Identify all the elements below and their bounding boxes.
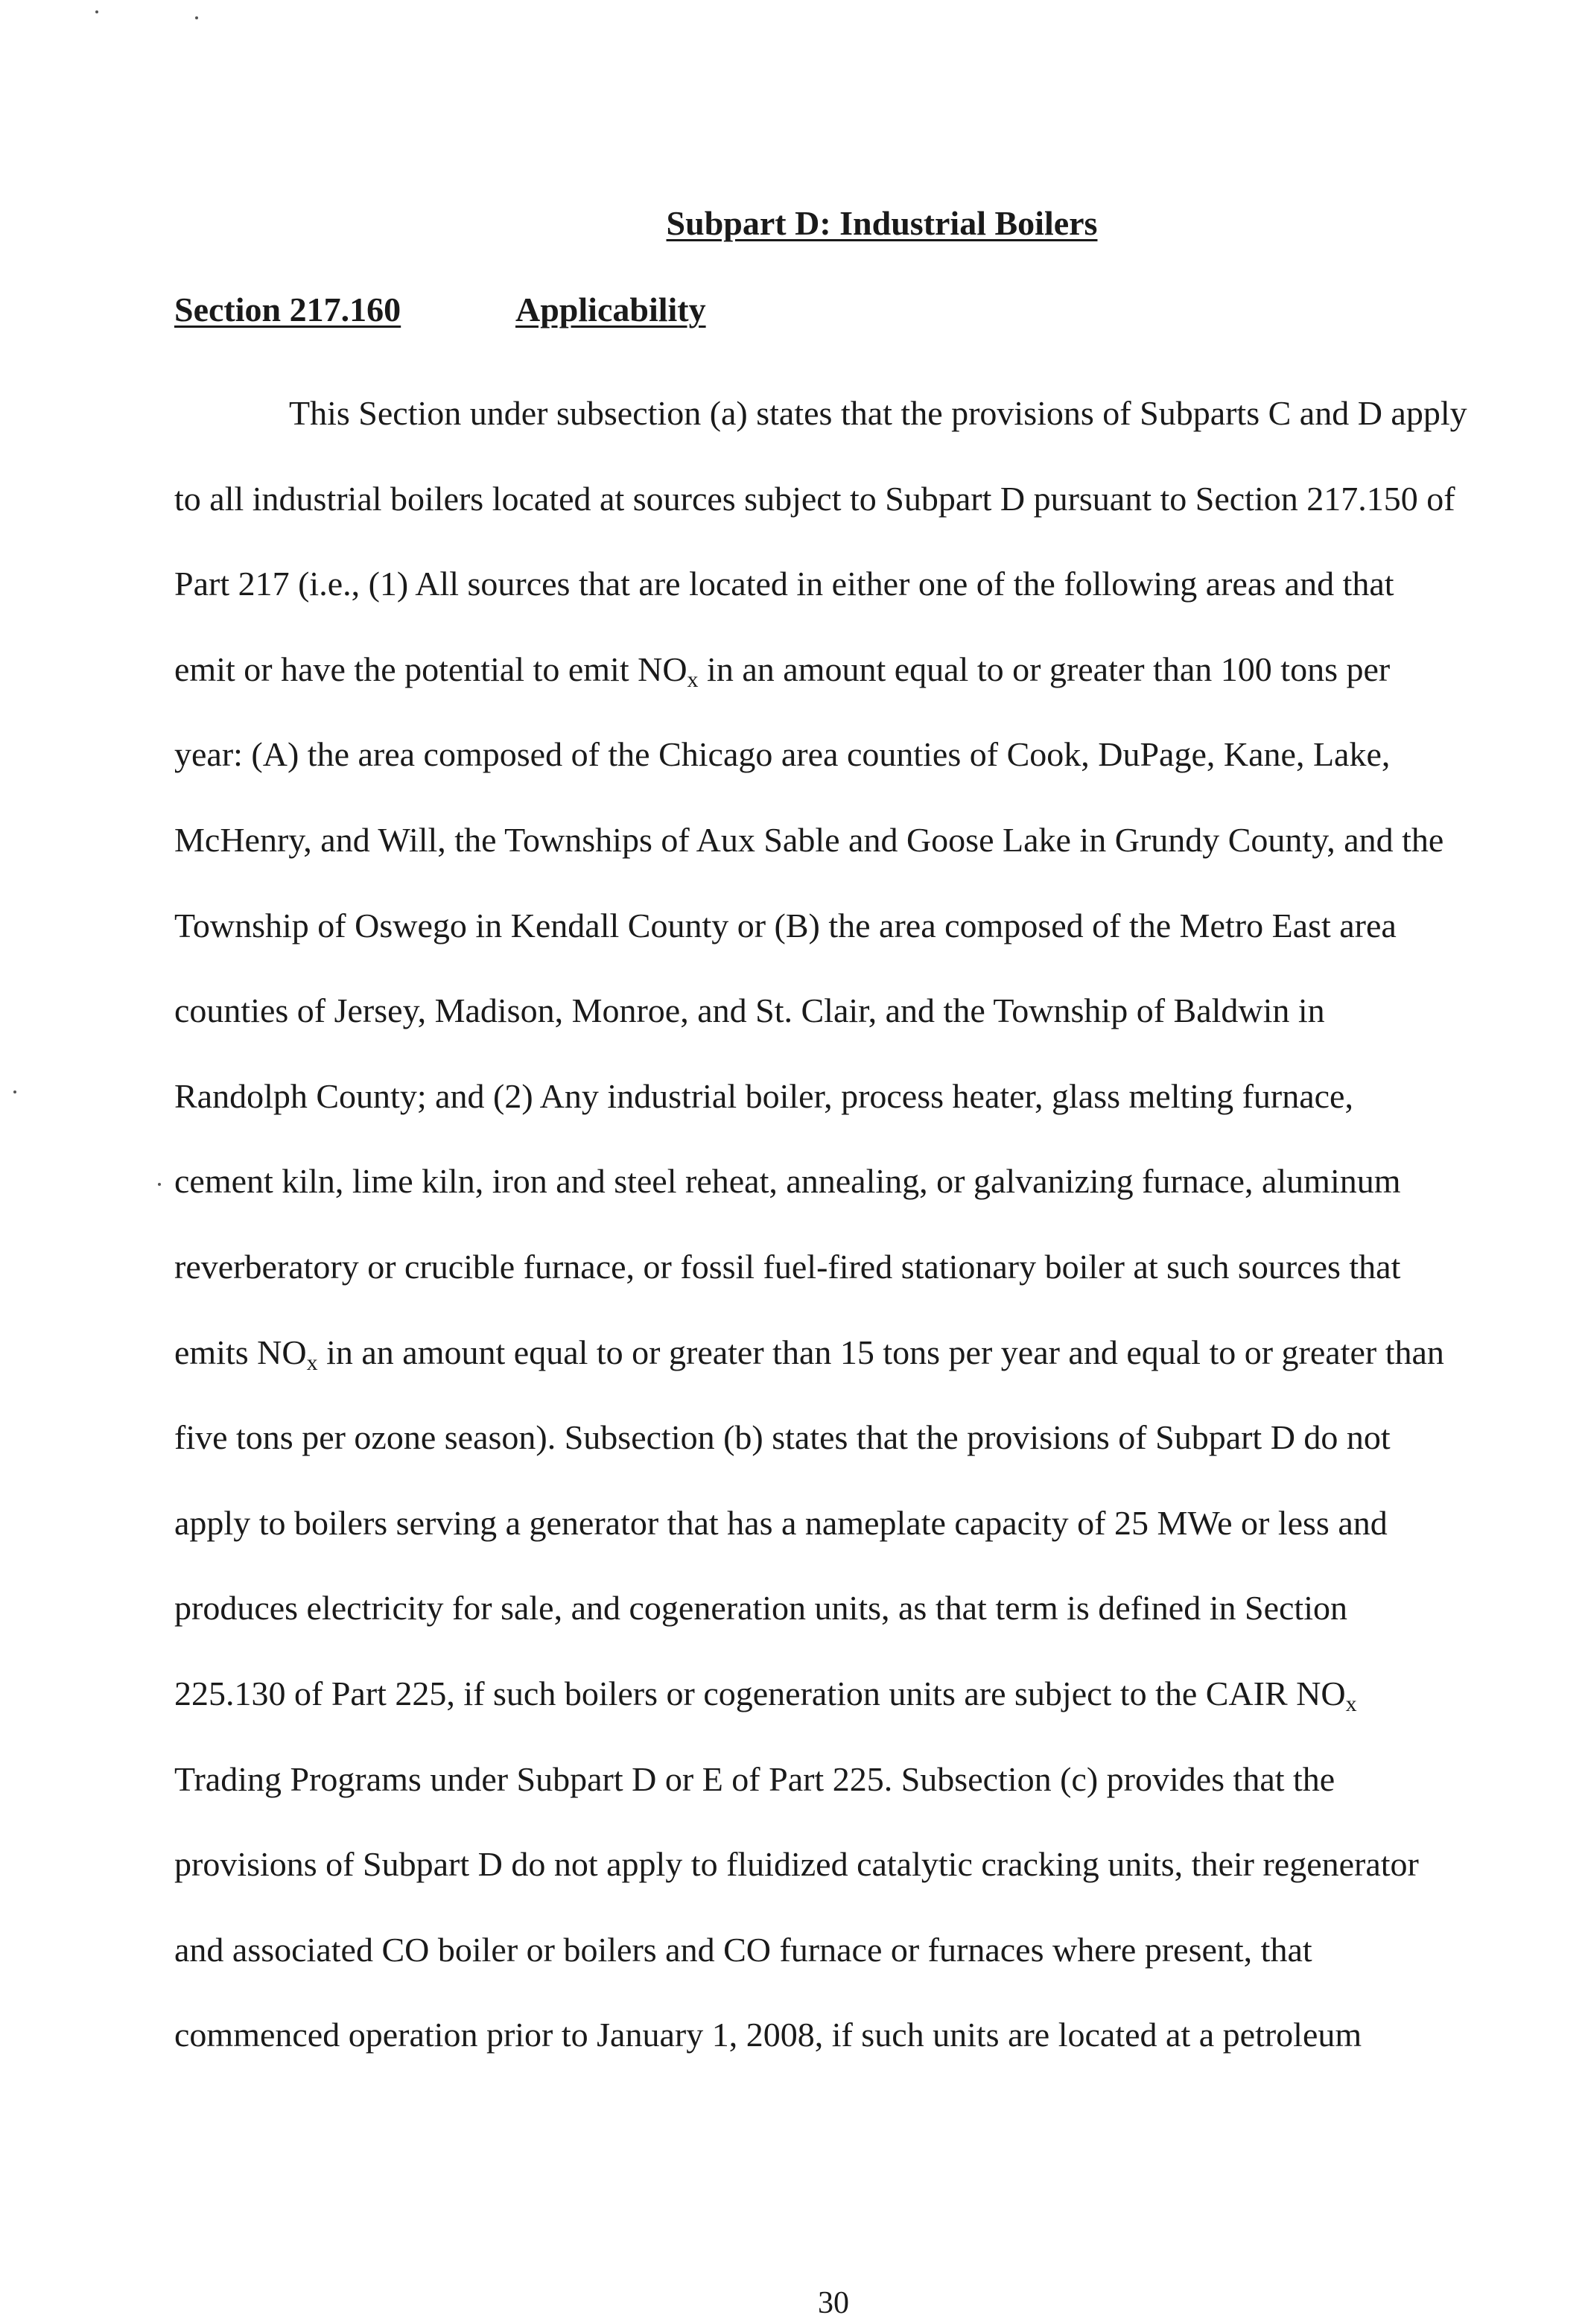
scan-speck: [158, 1183, 161, 1186]
body-line: produces electricity for sale, and cogeneration units, as that term is defined in Section: [174, 1589, 1347, 1628]
body-line: commenced operation prior to January 1, 2008, if such units are located at a petroleum: [174, 2016, 1362, 2054]
body-line: Randolph County; and (2) Any industrial boiler, process heater, glass melting furnace,: [174, 1076, 1353, 1115]
scan-speck: [13, 1090, 16, 1093]
scan-speck: [95, 10, 98, 13]
body-line: Township of Oswego in Kendall County or (B) the area composed of the Metro East area: [174, 906, 1397, 944]
subpart-title: Subpart D: Industrial Boilers: [666, 204, 1098, 242]
line-text: emits NO: [174, 1333, 307, 1371]
body-line: provisions of Subpart D do not apply to fluidized catalytic cracking units, their regenerator: [174, 1845, 1419, 1884]
body-line: [174, 1651, 1585, 1737]
line-text: emit or have the potential to emit NO: [174, 650, 687, 688]
page-number: 30: [818, 2286, 849, 2320]
body-line: apply to boilers serving a generator that has a nameplate capacity of 25 MWe or less and: [174, 1503, 1388, 1542]
scan-speck: [195, 16, 198, 19]
body-paragraph: [174, 371, 1585, 2078]
line-text: 225.130 of Part 225, if such boilers or cogeneration units are subject to the CAIR NO: [174, 1674, 1346, 1712]
body-line: [174, 627, 1585, 713]
section-number: Section 217.160: [174, 290, 401, 328]
line-text: in an amount equal to or greater than 15 tons per year and equal to or greater than: [317, 1333, 1444, 1371]
body-line: counties of Jersey, Madison, Monroe, and St. Clair, and the Township of Baldwin in: [174, 991, 1325, 1030]
section-title: Applicability: [515, 290, 706, 328]
body-line: This Section under subsection (a) states that the provisions of Subparts C and D apply: [289, 394, 1467, 432]
body-line: [174, 1310, 1585, 1396]
body-line: cement kiln, lime kiln, iron and steel reheat, annealing, or galvanizing furnace, aluminum: [174, 1162, 1401, 1201]
subscript-text: x: [1345, 1691, 1357, 1716]
body-line: five tons per ozone season). Subsection (b) states that the provisions of Subpart D do not: [174, 1418, 1391, 1457]
body-line: McHenry, and Will, the Townships of Aux Sable and Goose Lake in Grundy County, and the: [174, 820, 1444, 859]
body-line: year: (A) the area composed of the Chicago area counties of Cook, DuPage, Kane, Lake,: [174, 735, 1391, 774]
line-text: in an amount equal to or greater than 100 tons per: [698, 650, 1391, 688]
subscript-text: x: [687, 667, 699, 692]
body-line: Trading Programs under Subpart D or E of Part 225. Subsection (c) provides that the: [174, 1759, 1335, 1798]
body-line: reverberatory or crucible furnace, or fossil fuel-fired stationary boiler at such sources that: [174, 1247, 1401, 1286]
subscript-text: x: [306, 1350, 318, 1375]
body-line: to all industrial boilers located at sources subject to Subpart D pursuant to Section 217.150 of: [174, 479, 1455, 518]
body-line: Part 217 (i.e., (1) All sources that are located in either one of the following areas and that: [174, 565, 1394, 603]
section-heading: [174, 289, 706, 330]
body-line: and associated CO boiler or boilers and CO furnace or furnaces where present, that: [174, 1930, 1312, 1969]
